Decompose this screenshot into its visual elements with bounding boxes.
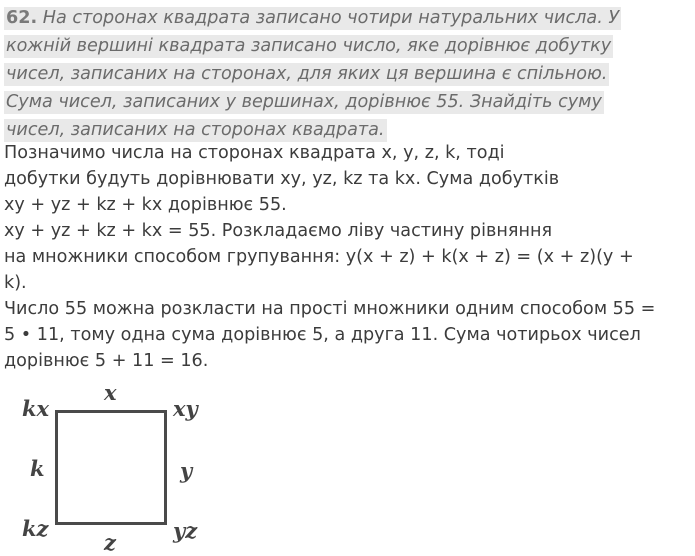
label-top-right: xy (173, 396, 198, 421)
solution-line-8: 5 • 11, тому одна сума дорівнює 5, а друга 11. Сума чотирьох чисел (4, 325, 641, 345)
solution-line-4: xy + yz + kz + kx = 55. Розкладаємо ліву частину рівняння (4, 221, 553, 241)
problem-text-1: На сторонах квадрата записано чотири натуральних числа. У (37, 8, 620, 28)
solution-line-3: xy + yz + kz + kx дорівнює 55. (4, 195, 287, 215)
problem-line-2 (4, 32, 692, 60)
problem-statement (4, 4, 692, 144)
solution-text (4, 140, 692, 374)
problem-text-5: чисел, записаних на сторонах квадрата. (6, 120, 385, 140)
solution-line-2: добутки будуть дорівнювати xy, yz, kz та kx. Сума добутків (4, 169, 560, 189)
label-left: k (30, 456, 45, 481)
problem-number: 62. (6, 8, 38, 28)
solution-line-1: Позначимо числа на сторонах квадрата x, y, z, k, тоді (4, 143, 505, 163)
label-top-left: kx (22, 396, 50, 421)
problem-text-4: Сума чисел, записаних у вершинах, дорівнює 55. Знайдіть суму (6, 92, 602, 112)
square-shape (55, 410, 167, 525)
square-diagram (0, 380, 260, 556)
solution-line-7: Число 55 можна розкласти на прості множники одним способом 55 = (4, 299, 656, 319)
problem-line-4 (4, 88, 692, 116)
label-right: y (180, 458, 193, 483)
label-top: x (104, 380, 117, 405)
solution-line-6: k). (4, 273, 27, 293)
label-bottom-right: yz (173, 518, 198, 543)
problem-line-1 (4, 4, 692, 32)
problem-line-3 (4, 60, 692, 88)
solution-line-5: на множники способом групування: y(x + z) + k(x + z) = (x + z)(y + (4, 247, 634, 267)
label-bottom-left: kz (22, 516, 49, 541)
label-bottom: z (104, 530, 116, 555)
problem-text-2: кожній вершині квадрата записано число, яке дорівнює добутку (6, 36, 612, 56)
solution-line-9: дорівнює 5 + 11 = 16. (4, 351, 209, 371)
problem-text-3: чисел, записаних на сторонах, для яких ця вершина є спільною. (6, 64, 608, 84)
